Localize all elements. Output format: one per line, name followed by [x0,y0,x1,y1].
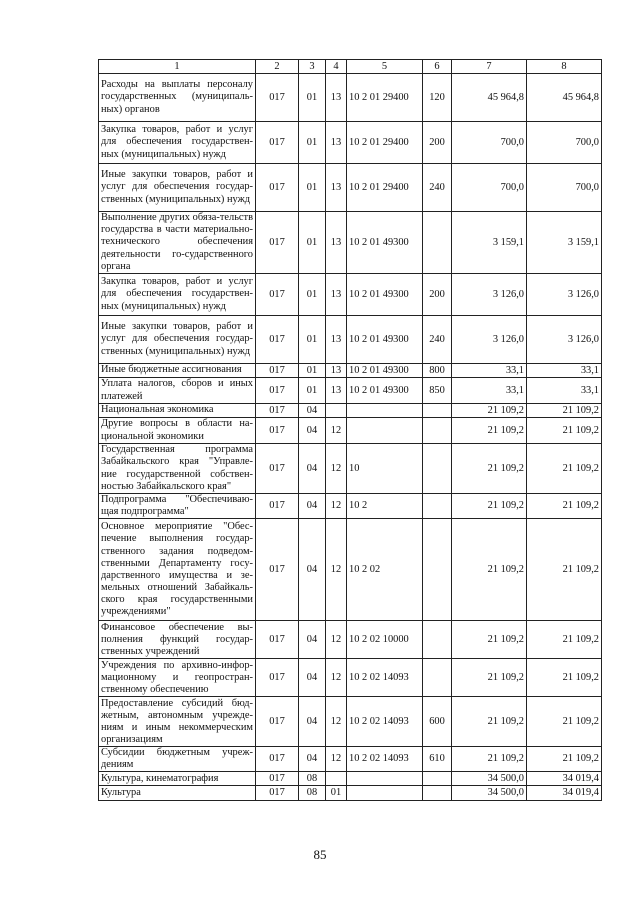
expense-type-cell: 610 [423,747,452,772]
expense-type-cell [423,621,452,659]
amount-col7-cell: 3 126,0 [452,274,527,316]
expense-type-cell: 800 [423,364,452,378]
admin-code-cell: 017 [256,519,299,621]
row-name-cell: Финансовое обеспечение вы-полнения функций государ-ственных учреждений [99,621,256,659]
section-code-cell: 04 [299,747,326,772]
amount-col8-cell: 700,0 [527,164,602,212]
row-name-cell: Расходы на выплаты персоналу государственных (муниципаль-ных) органов [99,74,256,122]
amount-col8-cell: 700,0 [527,122,602,164]
target-code-cell: 10 2 02 10000 [347,621,423,659]
section-code-cell: 04 [299,418,326,444]
amount-col7-cell: 3 126,0 [452,316,527,364]
amount-col8-cell: 3 126,0 [527,274,602,316]
section-code-cell: 04 [299,697,326,747]
header-cell: 2 [256,60,299,74]
table-row [99,164,602,212]
header-cell: 6 [423,60,452,74]
amount-col7-cell: 21 109,2 [452,621,527,659]
admin-code-cell: 017 [256,404,299,418]
admin-code-cell: 017 [256,316,299,364]
table-row [99,494,602,519]
row-name-cell: Закупка товаров, работ и услуг для обеспечения государствен-ных (муниципальных) нужд [99,122,256,164]
row-name-cell: Выполнение других обяза-тельств государства в части материально-технического обеспечения деятельности го-сударственного органа [99,212,256,274]
amount-col7-cell: 21 109,2 [452,404,527,418]
target-code-cell [347,404,423,418]
table-row [99,364,602,378]
header-cell: 3 [299,60,326,74]
budget-table [98,59,602,801]
target-code-cell: 10 2 01 49300 [347,274,423,316]
admin-code-cell: 017 [256,659,299,697]
amount-col8-cell: 34 019,4 [527,772,602,786]
expense-type-cell [423,519,452,621]
amount-col7-cell: 34 500,0 [452,786,527,801]
admin-code-cell: 017 [256,364,299,378]
admin-code-cell: 017 [256,747,299,772]
table-row [99,519,602,621]
target-code-cell: 10 2 02 14093 [347,697,423,747]
subsection-code-cell: 13 [326,274,347,316]
header-cell: 5 [347,60,423,74]
row-name-cell: Основное мероприятие "Обес-печение выполнения государ-ственного задания подведом-ственными Департаменту госу-дарственного имущества и зе-мельных отношений Забайкаль-ского края государственными учреждениями" [99,519,256,621]
row-name-cell: Другие вопросы в области на-циональной экономики [99,418,256,444]
section-code-cell: 04 [299,519,326,621]
section-code-cell: 04 [299,404,326,418]
target-code-cell: 10 2 01 49300 [347,364,423,378]
table-row [99,418,602,444]
amount-col8-cell: 45 964,8 [527,74,602,122]
amount-col8-cell: 21 109,2 [527,659,602,697]
amount-col7-cell: 21 109,2 [452,418,527,444]
target-code-cell: 10 2 02 14093 [347,747,423,772]
target-code-cell [347,772,423,786]
header-cell: 7 [452,60,527,74]
section-code-cell: 01 [299,74,326,122]
expense-type-cell [423,659,452,697]
target-code-cell: 10 2 01 29400 [347,122,423,164]
subsection-code-cell: 13 [326,364,347,378]
expense-type-cell: 850 [423,378,452,404]
amount-col8-cell: 21 109,2 [527,418,602,444]
row-name-cell: Национальная экономика [99,404,256,418]
table-row [99,404,602,418]
page-number: 85 [313,847,327,862]
target-code-cell: 10 2 01 49300 [347,378,423,404]
expense-type-cell [423,404,452,418]
amount-col7-cell: 21 109,2 [452,697,527,747]
amount-col8-cell: 21 109,2 [527,444,602,494]
admin-code-cell: 017 [256,786,299,801]
row-name-cell: Иные закупки товаров, работ и услуг для обеспечения государ-ственных (муниципальных) нужд [99,316,256,364]
admin-code-cell: 017 [256,74,299,122]
section-code-cell: 04 [299,494,326,519]
section-code-cell: 08 [299,772,326,786]
subsection-code-cell: 13 [326,316,347,364]
row-name-cell: Уплата налогов, сборов и иных платежей [99,378,256,404]
amount-col8-cell: 33,1 [527,378,602,404]
expense-type-cell: 120 [423,74,452,122]
amount-col7-cell: 33,1 [452,378,527,404]
subsection-code-cell: 13 [326,74,347,122]
subsection-code-cell: 12 [326,519,347,621]
amount-col7-cell: 21 109,2 [452,659,527,697]
admin-code-cell: 017 [256,418,299,444]
admin-code-cell: 017 [256,494,299,519]
subsection-code-cell: 13 [326,164,347,212]
row-name-cell: Предоставление субсидий бюд-жетным, автономным учрежде-ниям и иным некоммерческим организациям [99,697,256,747]
table-row [99,621,602,659]
admin-code-cell: 017 [256,164,299,212]
amount-col7-cell: 21 109,2 [452,444,527,494]
admin-code-cell: 017 [256,621,299,659]
expense-type-cell: 240 [423,316,452,364]
subsection-code-cell: 13 [326,378,347,404]
table-row [99,772,602,786]
table-row [99,786,602,801]
amount-col8-cell: 3 126,0 [527,316,602,364]
admin-code-cell: 017 [256,378,299,404]
row-name-cell: Подпрограмма "Обеспечиваю-щая подпрограмма" [99,494,256,519]
table-row [99,444,602,494]
subsection-code-cell: 01 [326,786,347,801]
amount-col7-cell: 33,1 [452,364,527,378]
section-code-cell: 08 [299,786,326,801]
row-name-cell: Закупка товаров, работ и услуг для обеспечения государствен-ных (муниципальных) нужд [99,274,256,316]
section-code-cell: 01 [299,212,326,274]
subsection-code-cell [326,772,347,786]
table-row [99,212,602,274]
admin-code-cell: 017 [256,772,299,786]
subsection-code-cell: 12 [326,444,347,494]
target-code-cell: 10 2 [347,494,423,519]
amount-col7-cell: 3 159,1 [452,212,527,274]
expense-type-cell [423,418,452,444]
amount-col8-cell: 21 109,2 [527,494,602,519]
expense-type-cell [423,772,452,786]
subsection-code-cell: 12 [326,697,347,747]
row-name-cell: Культура, кинематография [99,772,256,786]
row-name-cell: Субсидии бюджетным учреж-дениям [99,747,256,772]
admin-code-cell: 017 [256,274,299,316]
table-row [99,74,602,122]
amount-col7-cell: 21 109,2 [452,494,527,519]
amount-col8-cell: 21 109,2 [527,404,602,418]
table-row [99,316,602,364]
expense-type-cell [423,212,452,274]
table-row [99,747,602,772]
table-row [99,122,602,164]
subsection-code-cell: 13 [326,212,347,274]
header-cell: 4 [326,60,347,74]
target-code-cell: 10 2 02 [347,519,423,621]
expense-type-cell: 200 [423,122,452,164]
subsection-code-cell: 13 [326,122,347,164]
expense-type-cell: 240 [423,164,452,212]
amount-col7-cell: 700,0 [452,164,527,212]
amount-col8-cell: 33,1 [527,364,602,378]
row-name-cell: Иные бюджетные ассигнования [99,364,256,378]
admin-code-cell: 017 [256,122,299,164]
target-code-cell: 10 [347,444,423,494]
row-name-cell: Культура [99,786,256,801]
amount-col7-cell: 34 500,0 [452,772,527,786]
section-code-cell: 01 [299,122,326,164]
table-row [99,659,602,697]
target-code-cell [347,786,423,801]
target-code-cell [347,418,423,444]
admin-code-cell: 017 [256,697,299,747]
subsection-code-cell: 12 [326,418,347,444]
amount-col8-cell: 21 109,2 [527,747,602,772]
subsection-code-cell [326,404,347,418]
table-row [99,274,602,316]
row-name-cell: Учреждения по архивно-инфор-мационному и геопростран-ственному обеспечению [99,659,256,697]
amount-col8-cell: 21 109,2 [527,519,602,621]
amount-col8-cell: 21 109,2 [527,621,602,659]
section-code-cell: 01 [299,164,326,212]
target-code-cell: 10 2 01 29400 [347,164,423,212]
section-code-cell: 01 [299,274,326,316]
row-name-cell: Государственная программа Забайкальского края "Управле-ние государственной собствен-ностью Забайкальского края" [99,444,256,494]
amount-col8-cell: 34 019,4 [527,786,602,801]
section-code-cell: 01 [299,378,326,404]
target-code-cell: 10 2 01 49300 [347,212,423,274]
section-code-cell: 04 [299,621,326,659]
section-code-cell: 01 [299,316,326,364]
expense-type-cell: 600 [423,697,452,747]
subsection-code-cell: 12 [326,659,347,697]
row-name-cell: Иные закупки товаров, работ и услуг для обеспечения государ-ственных (муниципальных) нужд [99,164,256,212]
subsection-code-cell: 12 [326,494,347,519]
expense-type-cell [423,444,452,494]
admin-code-cell: 017 [256,212,299,274]
amount-col7-cell: 700,0 [452,122,527,164]
section-code-cell: 04 [299,444,326,494]
amount-col7-cell: 21 109,2 [452,747,527,772]
amount-col7-cell: 45 964,8 [452,74,527,122]
expense-type-cell [423,786,452,801]
amount-col8-cell: 3 159,1 [527,212,602,274]
subsection-code-cell: 12 [326,621,347,659]
table-row [99,378,602,404]
section-code-cell: 04 [299,659,326,697]
section-code-cell: 01 [299,364,326,378]
subsection-code-cell: 12 [326,747,347,772]
admin-code-cell: 017 [256,444,299,494]
amount-col7-cell: 21 109,2 [452,519,527,621]
table-row [99,697,602,747]
header-cell: 1 [99,60,256,74]
amount-col8-cell: 21 109,2 [527,697,602,747]
expense-type-cell [423,494,452,519]
expense-type-cell: 200 [423,274,452,316]
target-code-cell: 10 2 02 14093 [347,659,423,697]
table-header-row [99,60,602,74]
target-code-cell: 10 2 01 49300 [347,316,423,364]
header-cell: 8 [527,60,602,74]
target-code-cell: 10 2 01 29400 [347,74,423,122]
